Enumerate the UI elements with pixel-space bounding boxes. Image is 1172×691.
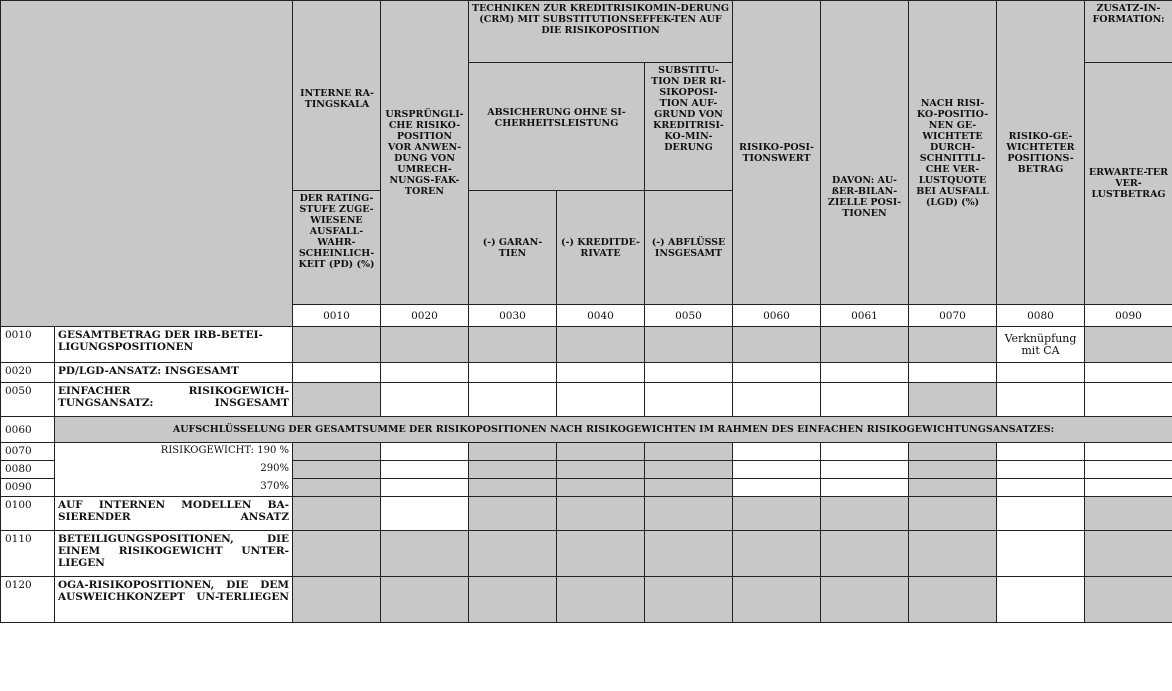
table-row [1,577,1172,623]
cell[interactable] [469,383,557,417]
table-row [1,363,1172,383]
table-row [1,443,1172,461]
cell [469,497,557,531]
cell [909,327,997,363]
row-code: 0110 [1,531,55,577]
cell[interactable] [997,443,1085,461]
cell [1085,531,1172,577]
cell [381,577,469,623]
cell [1085,577,1172,623]
cell[interactable] [1085,443,1172,461]
header-risikopositionswert: RISIKO-POSI-TIONSWERT [733,1,821,305]
cell [645,327,733,363]
cell [557,497,645,531]
cell [469,577,557,623]
cell [557,531,645,577]
link-note: Verknüpfung mit CA [997,327,1085,363]
row-label: RISIKOGEWICHT: 190 % [55,443,293,461]
header-zusatz: ZUSATZ-IN-FORMATION: [1085,1,1172,63]
cell[interactable] [821,479,909,497]
table-row [1,327,1172,363]
cell [821,531,909,577]
col-code: 0080 [997,305,1085,327]
cell[interactable] [733,443,821,461]
cell [645,461,733,479]
cell [293,479,381,497]
col-code: 0040 [557,305,645,327]
row-code: 0010 [1,327,55,363]
cell [909,461,997,479]
cell [645,531,733,577]
cell[interactable] [645,363,733,383]
row-code: 0070 [1,443,55,461]
table-row [1,531,1172,577]
header-corner [1,1,293,327]
row-label: EINFACHER RISIKOGEWICH-TUNGSANSATZ: INSGESAMT [55,383,293,417]
cell [909,497,997,531]
cell[interactable] [381,479,469,497]
cell[interactable] [381,497,469,531]
cell [293,461,381,479]
cell [733,327,821,363]
cell [645,497,733,531]
cell[interactable] [821,443,909,461]
header-urspruengliche: URSPRÜNGLI-CHE RISIKO-POSITION VOR ANWEN-DUNG VON UMRECH-NUNGS-FAK-TOREN [381,1,469,305]
cell [909,443,997,461]
cell [733,531,821,577]
header-substitution: SUBSTITU-TION DER RI-SIKOPOSI-TION AUF-GRUND VON KREDITRISI-KO-MIN-DERUNG [645,63,733,191]
header-crm-group: TECHNIKEN ZUR KREDITRISIKOMIN-DERUNG (CRM) MIT SUBSTITUTIONSEFFEK-TEN AUF DIE RISIKOPOSITION [469,1,733,63]
col-code: 0020 [381,305,469,327]
cell [293,497,381,531]
cell [381,327,469,363]
cell[interactable] [1085,383,1172,417]
cell [293,531,381,577]
header-interne-ratingskala: INTERNE RA-TINGSKALA [300,88,374,110]
cell[interactable] [733,383,821,417]
col-code: 0030 [469,305,557,327]
header-abfluesse: (-) ABFLÜSSE INSGESAMT [645,191,733,305]
cell[interactable] [557,363,645,383]
table-row [1,383,1172,417]
cell [821,497,909,531]
header-rwa: RISIKO-GE-WICHTETER POSITIONS-BETRAG [997,1,1085,305]
cell [293,577,381,623]
cell[interactable] [997,531,1085,577]
cell [821,327,909,363]
col-code: 0090 [1085,305,1172,327]
cell [645,577,733,623]
header-garantien: (-) GARAN-TIEN [469,191,557,305]
table-row [1,497,1172,531]
cell[interactable] [381,363,469,383]
cell[interactable] [557,383,645,417]
cell [557,479,645,497]
cell[interactable] [1085,479,1172,497]
cell[interactable] [1085,363,1172,383]
cell [733,577,821,623]
cell [557,327,645,363]
cell[interactable] [997,461,1085,479]
cell[interactable] [997,363,1085,383]
row-code: 0100 [1,497,55,531]
row-code: 0090 [1,479,55,497]
cell[interactable] [821,363,909,383]
cell [293,383,381,417]
row-code: 0050 [1,383,55,417]
cell [1085,497,1172,531]
row-code: 0020 [1,363,55,383]
table-row [1,479,1172,497]
header-lgd: NACH RISI-KO-POSITIO-NEN GE-WICHTETE DURCH-SCHNITTLI-CHE VER-LUSTQUOTE BEI AUSFALL (LGD) (%) [909,1,997,305]
col-code: 0060 [733,305,821,327]
table-row [1,417,1172,443]
col-code: 0070 [909,305,997,327]
col-code: 0050 [645,305,733,327]
table-row [1,461,1172,479]
row-code: 0060 [1,417,55,443]
section-heading: AUFSCHLÜSSELUNG DER GESAMTSUMME DER RISIKOPOSITIONEN NACH RISIKOGEWICHTEN IM RAHMEN DES EINFACHEN RISIKOGEWICHTUNGSANSATZES: [55,417,1172,443]
row-label: AUF INTERNEN MODELLEN BA-SIERENDER ANSATZ [55,497,293,531]
cell[interactable] [381,461,469,479]
row-label: GESAMTBETRAG DER IRB-BETEI-LIGUNGSPOSITIONEN [55,327,293,363]
cell [293,327,381,363]
row-code: 0080 [1,461,55,479]
header-kreditderivate: (-) KREDITDE-RIVATE [557,191,645,305]
cell[interactable] [821,383,909,417]
cell[interactable] [997,383,1085,417]
cell [469,327,557,363]
cell [909,383,997,417]
cell [469,531,557,577]
cell[interactable] [381,383,469,417]
row-label: OGA-RISIKOPOSITIONEN, DIE DEM AUSWEICHKONZEPT UN-TERLIEGEN [55,577,293,623]
cell [293,443,381,461]
header-absicherung: ABSICHERUNG OHNE SI-CHERHEITSLEISTUNG [469,63,645,191]
cell [909,479,997,497]
header-erwarteter: ERWARTE-TER VER-LUSTBETRAG [1085,63,1172,305]
cell [557,577,645,623]
cell [645,479,733,497]
cell[interactable] [733,461,821,479]
cell [909,577,997,623]
cell[interactable] [821,461,909,479]
cell [381,531,469,577]
cell[interactable] [733,363,821,383]
row-label: BETEILIGUNGSPOSITIONEN, DIE EINEM RISIKOGEWICHT UNTER-LIEGEN [55,531,293,577]
cell[interactable] [645,383,733,417]
cell [645,443,733,461]
header-davon: DAVON: AU-ßER-BILAN-ZIELLE POSI-TIONEN [821,1,909,305]
cell [469,479,557,497]
cell [557,443,645,461]
cell[interactable] [469,363,557,383]
cell [557,461,645,479]
cell [909,531,997,577]
cell [469,443,557,461]
col-code: 0061 [821,305,909,327]
cell[interactable] [1085,461,1172,479]
cell[interactable] [997,479,1085,497]
cell [469,461,557,479]
row-label: 370% [55,479,293,497]
cell[interactable] [733,479,821,497]
cell [733,497,821,531]
cell[interactable] [293,363,381,383]
cell[interactable] [381,443,469,461]
cell[interactable] [997,577,1085,623]
cell [1085,327,1172,363]
row-label: PD/LGD-ANSATZ: INSGESAMT [55,363,293,383]
row-code: 0120 [1,577,55,623]
cell[interactable] [997,497,1085,531]
cell [821,577,909,623]
cell[interactable] [909,363,997,383]
header-pd: DER RATING-STUFE ZUGE-WIESENE AUSFALL-WAHR-SCHEINLICH-KEIT (PD) (%) [293,191,381,305]
col-code: 0010 [293,305,381,327]
row-label: 290% [55,461,293,479]
